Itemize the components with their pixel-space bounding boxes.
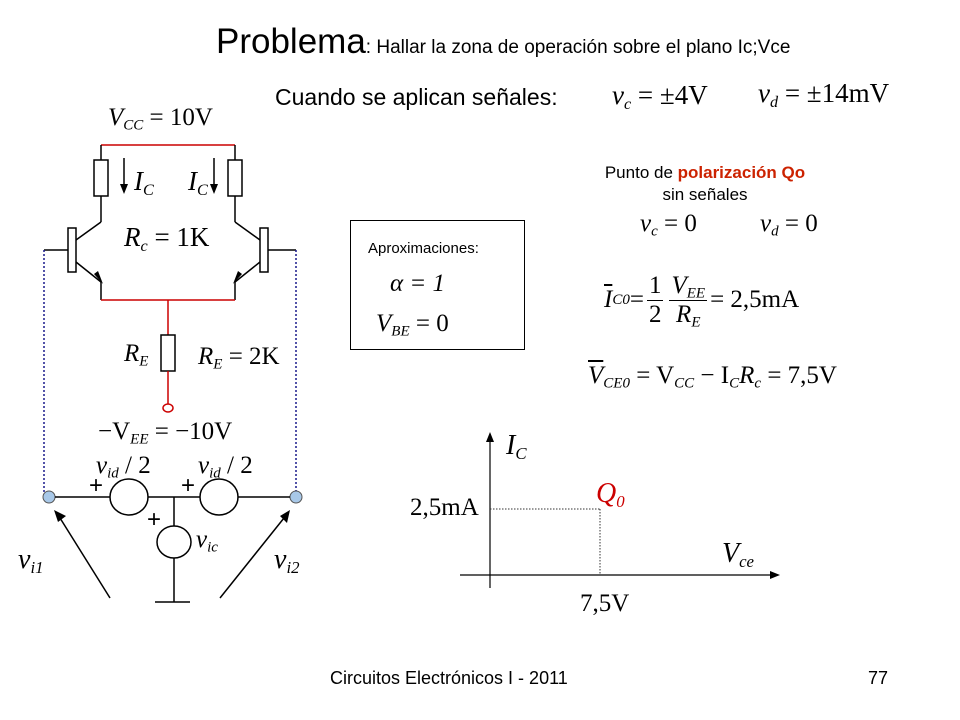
qpoint-highlight: polarización Qo: [677, 163, 806, 182]
title-rest: : Hallar la zona de operación sobre el plano Ic;Vce: [365, 37, 791, 58]
input-node-left: [43, 491, 55, 503]
vid-source-right: [200, 479, 238, 515]
vc0-equation: $v_c = 0$: [640, 210, 697, 240]
plus-left: +: [89, 472, 104, 499]
vic-source: [157, 526, 191, 558]
vc-equation: $v_c = \pm 4V$: [612, 80, 708, 113]
transistor-right: [260, 228, 268, 272]
re-short-label: $R_E$: [124, 340, 149, 370]
vi2-label: $v_{i2}$: [274, 544, 300, 578]
transistor-left: [68, 228, 76, 272]
footer-text: Circuitos Electrónicos I - 2011: [330, 668, 568, 688]
vd0-equation: $v_d = 0$: [760, 210, 818, 240]
input-node-right: [290, 491, 302, 503]
vi1-arrow: [60, 518, 110, 598]
qpoint-line1: Punto de: [604, 163, 678, 182]
vid-source-left: [110, 479, 148, 515]
vid-right-label: $v_{id} / 2$: [198, 452, 253, 482]
vcc-label: $V_{CC} = 10V$: [108, 104, 213, 134]
plus-common: +: [147, 506, 162, 533]
alpha-equation: α = 1: [390, 270, 445, 297]
re-value-label: $R_E = 2K$: [198, 343, 280, 373]
vid-left-label: $v_{id} / 2$: [96, 452, 151, 482]
plus-right: +: [181, 472, 196, 499]
rc-left-resistor: [94, 160, 108, 196]
rc-label: $R_c = 1K$: [124, 222, 210, 255]
q0-point-label: $Q_0$: [596, 478, 625, 512]
vee-terminal: [163, 404, 173, 412]
vic-label: $v_{ic}$: [196, 526, 218, 556]
graph-xlabel: $V_{ce}$: [722, 538, 755, 572]
qpoint-line2: sin señales: [662, 185, 748, 204]
vce0-equation: $\overline{V}_{CE0} = V_{CC} - I_CR_c = 7,5V$: [588, 362, 837, 392]
vi1-label: $v_{i1}$: [18, 544, 44, 578]
graph-ylabel: $I_C$: [506, 430, 527, 464]
vce-value-label: 7,5V: [580, 590, 630, 617]
rc-right-resistor: [228, 160, 242, 196]
vee-label: $-V_{EE} = -10V$: [98, 418, 233, 448]
ic0-equation: $\overline{I}$ C0 = $\frac{1}{2}$ $\frac{V_{EE}}{R_E}$ = 2,5mA: [604, 272, 800, 330]
ic-left-label: $I_C$: [134, 166, 154, 199]
title-main: Problema: [216, 22, 366, 61]
re-resistor: [161, 335, 175, 371]
ic-right-label: $I_C$: [188, 166, 208, 199]
vd-equation: $v_d = \pm 14mV$: [758, 78, 890, 111]
approximations-title: Aproximaciones:: [368, 240, 479, 257]
page-number: 77: [868, 668, 889, 688]
vbe-equation: $V_{BE} = 0$: [376, 310, 449, 340]
ic-value-label: 2,5mA: [410, 494, 479, 521]
signals-label: Cuando se aplican señales:: [275, 84, 558, 110]
